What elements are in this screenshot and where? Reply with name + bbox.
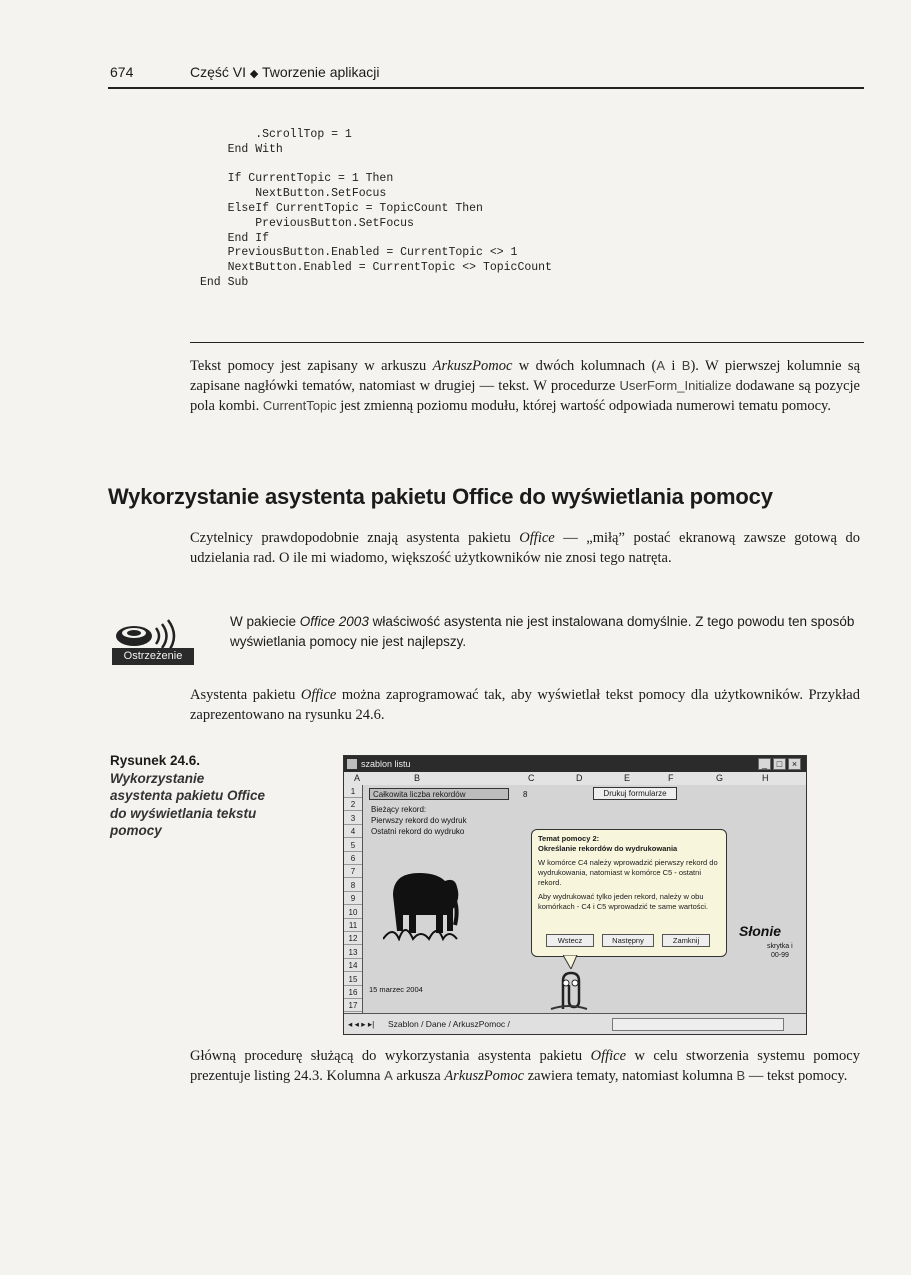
code-line: End If [200, 231, 270, 245]
code-line [200, 158, 552, 173]
code-line: PreviousButton.Enabled = CurrentTopic <> 1 [200, 246, 518, 260]
row-header[interactable]: 3 [344, 812, 362, 825]
minimize-icon[interactable]: _ [758, 758, 771, 770]
print-forms-button[interactable]: Drukuj formularze [593, 787, 677, 800]
column-header[interactable]: D [576, 773, 583, 783]
column-header[interactable]: H [762, 773, 769, 783]
code-line: End Sub [200, 275, 249, 289]
brand-subtitle: skrytka i [767, 943, 793, 950]
paragraph-help-text: Tekst pomocy jest zapisany w arkuszu ArkuszPomoc w dwóch kolumnach (A i B). W pierwszej kolumnie są zapisane nagłówki tematów, natomiast w drugiej — tekst. W procedurze UserForm_Initialize dodawane są pozycje pola kombi. CurrentTopic jest zmienną poziomu modułu, której wartość odpowiada numerowi tematu pomocy. [190, 358, 860, 414]
figure-screenshot [343, 755, 807, 1035]
total-records-value: 8 [523, 790, 528, 799]
warning-label: Ostrzeżenie [112, 648, 194, 665]
last-record-label: Ostatni rekord do wydruko [371, 827, 465, 836]
excel-window-icon [347, 759, 357, 769]
row-header[interactable]: 5 [344, 839, 362, 852]
row-header[interactable]: 4 [344, 825, 362, 838]
header-rule [108, 87, 864, 89]
column-header[interactable]: B [414, 773, 421, 783]
row-header[interactable]: 16 [344, 986, 362, 999]
code-line: NextButton.SetFocus [200, 187, 387, 201]
code-line: ElseIf CurrentTopic = TopicCount Then [200, 201, 483, 215]
balloon-title: Temat pomocy 2: [538, 834, 600, 843]
sheet-tab-bar [344, 1013, 806, 1034]
row-header[interactable]: 11 [344, 919, 362, 932]
column-headers [344, 772, 806, 786]
code-line: .ScrollTop = 1 [200, 128, 352, 141]
code-line: NextButton.Enabled = CurrentTopic <> TopicCount [200, 261, 552, 275]
code-line: End With [200, 142, 283, 156]
close-icon[interactable]: × [788, 758, 801, 770]
window-titlebar [344, 756, 806, 772]
page-number: 674 [110, 64, 134, 80]
letter-date: 15 marzec 2004 [369, 985, 423, 994]
clippy-assistant-icon[interactable] [549, 971, 589, 1011]
code-line: If CurrentTopic = 1 Then [200, 172, 394, 186]
code-line: PreviousButton.SetFocus [200, 216, 414, 230]
sheet-nav-arrows[interactable]: ◂ ◂ ▸ ▸| [348, 1019, 375, 1029]
figure-caption [110, 752, 270, 840]
paragraph-assistant-intro: Czytelnicy prawdopodobnie znają asystenta pakietu Office — „miłą” postać ekranową zawsze gotową do udzielania rad. O ile mi wiadomo, większość użytkowników nie znosi tego natręta. [190, 530, 860, 566]
row-header[interactable]: 1 [344, 785, 362, 798]
row-header[interactable]: 13 [344, 946, 362, 959]
figure-caption-title: Rysunek 24.6. [110, 753, 201, 768]
total-records-label: Całkowita liczba rekordów [369, 788, 509, 800]
code-listing [200, 128, 552, 291]
window-title: szablon listu [361, 759, 411, 769]
balloon-next-button[interactable]: Następny [602, 934, 654, 947]
section-heading: Wykorzystanie asystenta pakietu Office do wyświetlania pomocy [108, 484, 773, 509]
running-head: Część VI ◆ Tworzenie aplikacji [190, 64, 380, 80]
row-header[interactable]: 10 [344, 906, 362, 919]
paragraph-assistant-program: Asystenta pakietu Office można zaprogramować tak, aby wyświetlał tekst pomocy dla użytkowników. Przykład zaprezentowano na rysunku 24.6. [190, 687, 860, 723]
balloon-back-button[interactable]: Wstecz [546, 934, 594, 947]
figure-caption-description: Wykorzystanie asystenta pakietu Office do wyświetlania tekstu pomocy [110, 770, 266, 838]
balloon-close-button[interactable]: Zamknij [662, 934, 710, 947]
row-header[interactable]: 7 [344, 865, 362, 878]
assistant-balloon [531, 829, 727, 957]
row-header[interactable]: 17 [344, 999, 362, 1012]
column-header[interactable]: G [716, 773, 724, 783]
row-header[interactable]: 15 [344, 973, 362, 986]
balloon-pointer [563, 955, 583, 969]
column-header[interactable]: F [668, 773, 674, 783]
current-record-label: Bieżący rekord: [371, 805, 427, 814]
brand-title: Słonie [739, 923, 782, 939]
brand-code: 00-99 [771, 952, 789, 959]
balloon-text-1: W komórce C4 należy wprowadzić pierwszy rekord do wydrukowania, natomiast w komórce C5 - ostatni rekord. [538, 858, 718, 887]
row-header[interactable]: 8 [344, 879, 362, 892]
paragraph-listing-ref: Główną procedurę służącą do wykorzystania asystenta pakietu Office w celu stworzenia systemu pomocy prezentuje listing 24.3. Kolumna A arkusza ArkuszPomoc zawiera tematy, natomiast kolumna B — tekst pomocy. [190, 1048, 860, 1084]
maximize-icon[interactable]: □ [773, 758, 786, 770]
row-header[interactable]: 9 [344, 892, 362, 905]
code-end-rule [190, 342, 864, 343]
worksheet-grid [363, 785, 806, 1013]
balloon-text-2: Aby wydrukować tylko jeden rekord, należy w obu komórkach - C4 i C5 wprowadzić te same wartości. [538, 892, 709, 911]
row-header[interactable]: 12 [344, 932, 362, 945]
row-header[interactable]: 2 [344, 798, 362, 811]
elephant-image [383, 865, 465, 941]
sheet-tabs[interactable]: Szablon / Dane / ArkuszPomoc / [388, 1019, 510, 1029]
column-header[interactable]: E [624, 773, 631, 783]
warning-text: W pakiecie Office 2003 właściwość asystenta nie jest instalowana domyślnie. Z tego powodu ten sposób wyświetlania pomocy nie jest najlepszy. [230, 614, 855, 649]
horizontal-scrollbar[interactable] [612, 1018, 784, 1031]
balloon-subtitle: Określanie rekordów do wydrukowania [538, 844, 678, 853]
row-header[interactable]: 14 [344, 959, 362, 972]
column-header[interactable]: A [354, 773, 361, 783]
row-header[interactable]: 6 [344, 852, 362, 865]
column-header[interactable]: C [528, 773, 535, 783]
first-record-label: Pierwszy rekord do wydruk [371, 816, 467, 825]
row-headers [344, 785, 363, 1013]
